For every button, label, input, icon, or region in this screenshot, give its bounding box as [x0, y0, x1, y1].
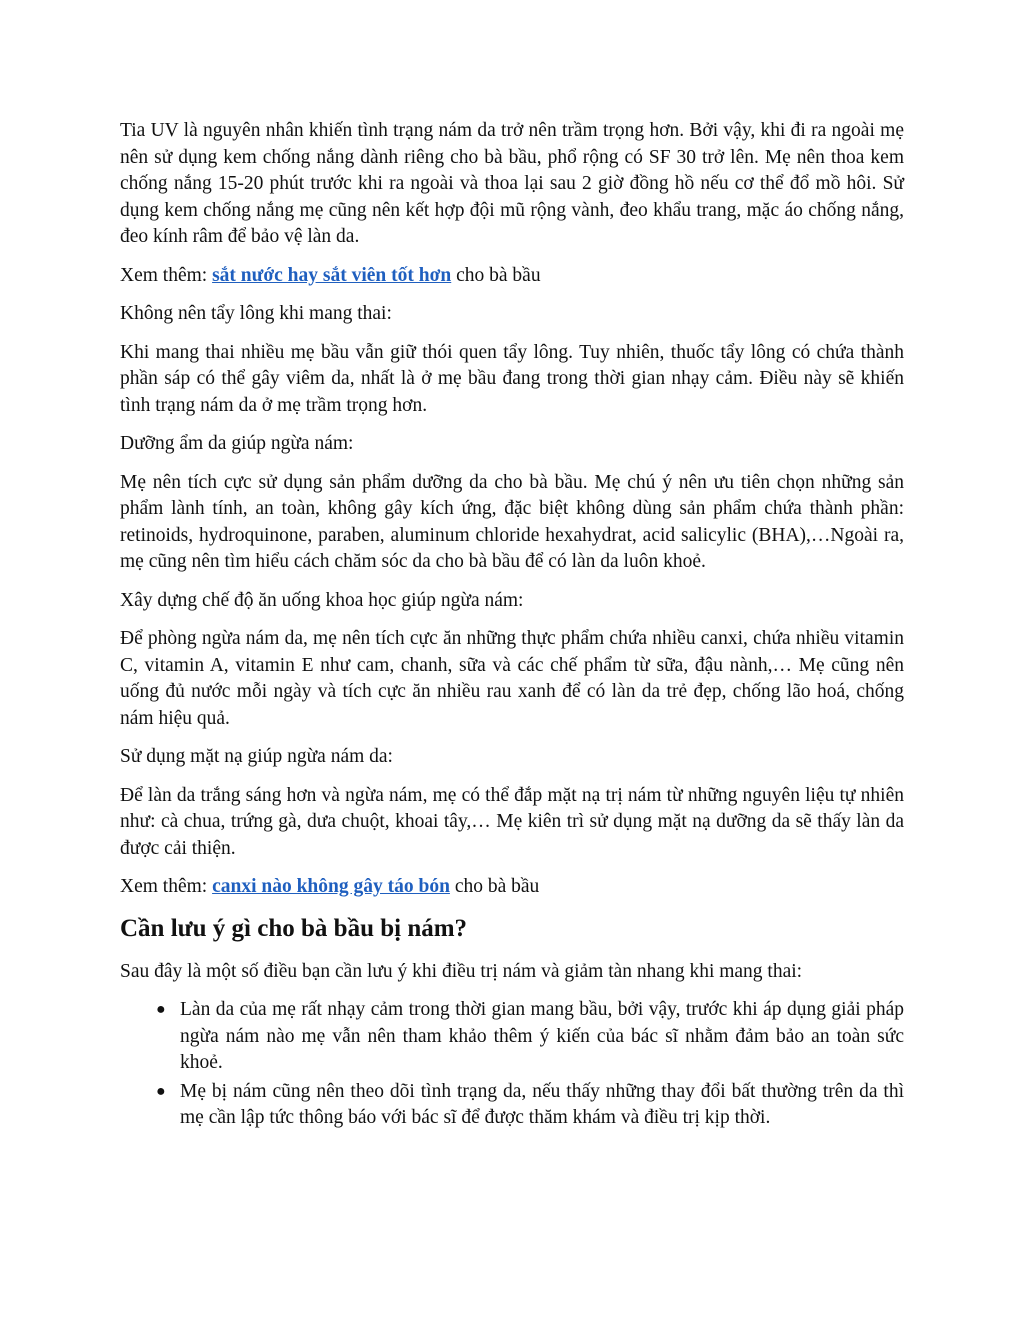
paragraph-waxing: Khi mang thai nhiều mẹ bầu vẫn giữ thói quen tẩy lông. Tuy nhiên, thuốc tẩy lông có chứa thành phần sáp có thể gây viêm da, nhất là ở mẹ bầu đang trong thời gian nhạy cảm. Điều này sẽ khiến tình trạng nám da ở mẹ trầm trọng hơn. [120, 341, 904, 416]
see-more-suffix: cho bà bầu [451, 264, 541, 286]
link-calcium-constipation[interactable]: canxi nào không gây táo bón [212, 876, 450, 897]
see-more-prefix: Xem thêm: [120, 876, 213, 897]
list-item-text: Mẹ bị nám cũng nên theo dõi tình trạng da, nếu thấy những thay đổi bất thường trên da thì mẹ cần lập tức thông báo với bác sĩ để được thăm khám và điều trị kịp thời. [180, 1080, 904, 1128]
section-heading: Cần lưu ý gì cho bà bầu bị nám? [120, 914, 468, 942]
section-intro: Sau đây là một số điều bạn cần lưu ý khi điều trị nám và giảm tàn nhang khi mang thai: [120, 960, 803, 982]
list-item-text: Làn da của mẹ rất nhạy cảm trong thời gian mang bầu, bởi vậy, trước khi áp dụng giải pháp ngừa nám nào mẹ vẫn nên tham khảo thêm ý kiến của bác sĩ nhằm đảm bảo an toàn sức khoẻ. [180, 999, 904, 1073]
paragraph-moisturize: Mẹ nên tích cực sử dụng sản phẩm dưỡng da cho bà bầu. Mẹ chú ý nên ưu tiên chọn những sản phẩm lành tính, an toàn, không gây kích ứng, đặc biệt không dùng sản phẩm chứa thành phần: retinoids, hydroquinone, paraben, aluminum chloride hexahydrat, acid salicylic (BHA),…Ngoài ra, mẹ cũng nên tìm hiểu cách chăm sóc da cho bà bầu để có làn da luôn khoẻ. [120, 471, 904, 572]
subheading-waxing: Không nên tẩy lông khi mang thai: [120, 303, 392, 324]
see-more-prefix: Xem thêm: [120, 264, 213, 286]
subheading-diet: Xây dựng chế độ ăn uống khoa học giúp ngừa nám: [120, 589, 524, 611]
list-item [156, 1079, 904, 1132]
paragraph-diet: Để phòng ngừa nám da, mẹ nên tích cực ăn những thực phẩm chứa nhiều canxi, chứa nhiều vitamin C, vitamin A, vitamin E như cam, chanh, sữa và các chế phẩm từ sữa, đậu nành,… Mẹ cũng nên uống đủ nước mỗi ngày và tích cực ăn nhiều rau xanh để có làn da trẻ đẹp, chống lão hoá, chống nám hiệu quả. [120, 628, 904, 729]
document-page [120, 118, 904, 1134]
notes-list [120, 997, 904, 1132]
see-more-suffix: cho bà bầu [449, 876, 540, 897]
list-item [156, 997, 904, 1077]
paragraph-uv-sunscreen: Tia UV là nguyên nhân khiến tình trạng nám da trở nên trầm trọng hơn. Bởi vậy, khi đi ra ngoài mẹ nên sử dụng kem chống nắng dành riêng cho bà bầu, phổ rộng có SF 30 trở lên. Mẹ nên thoa kem chống nắng 15-20 phút trước khi ra ngoài và thoa lại sau 2 giờ đồng hồ nếu cơ thể đổ mồ hôi. Sử dụng kem chống nắng mẹ cũng nên kết hợp đội mũ rộng vành, đeo khẩu trang, mặc áo chống nắng, đeo kính râm để bảo vệ làn da. [120, 120, 904, 247]
bullet-icon: ● [156, 1001, 166, 1018]
subheading-moisturize: Dưỡng ẩm da giúp ngừa nám: [120, 433, 354, 454]
see-more-line-2 [120, 874, 904, 901]
subheading-mask: Sử dụng mặt nạ giúp ngừa nám da: [120, 746, 393, 767]
bullet-icon: ● [156, 1082, 166, 1100]
see-more-line-1 [120, 263, 904, 290]
link-iron-supplement[interactable]: sắt nước hay sắt viên tốt hơn [212, 264, 452, 286]
paragraph-mask: Để làn da trắng sáng hơn và ngừa nám, mẹ có thể đắp mặt nạ trị nám từ những nguyên liệu tự nhiên như: cà chua, trứng gà, dưa chuột, khoai tây,… Mẹ kiên trì sử dụng mặt nạ dưỡng da sẽ thấy làn da được cải thiện. [120, 784, 904, 859]
